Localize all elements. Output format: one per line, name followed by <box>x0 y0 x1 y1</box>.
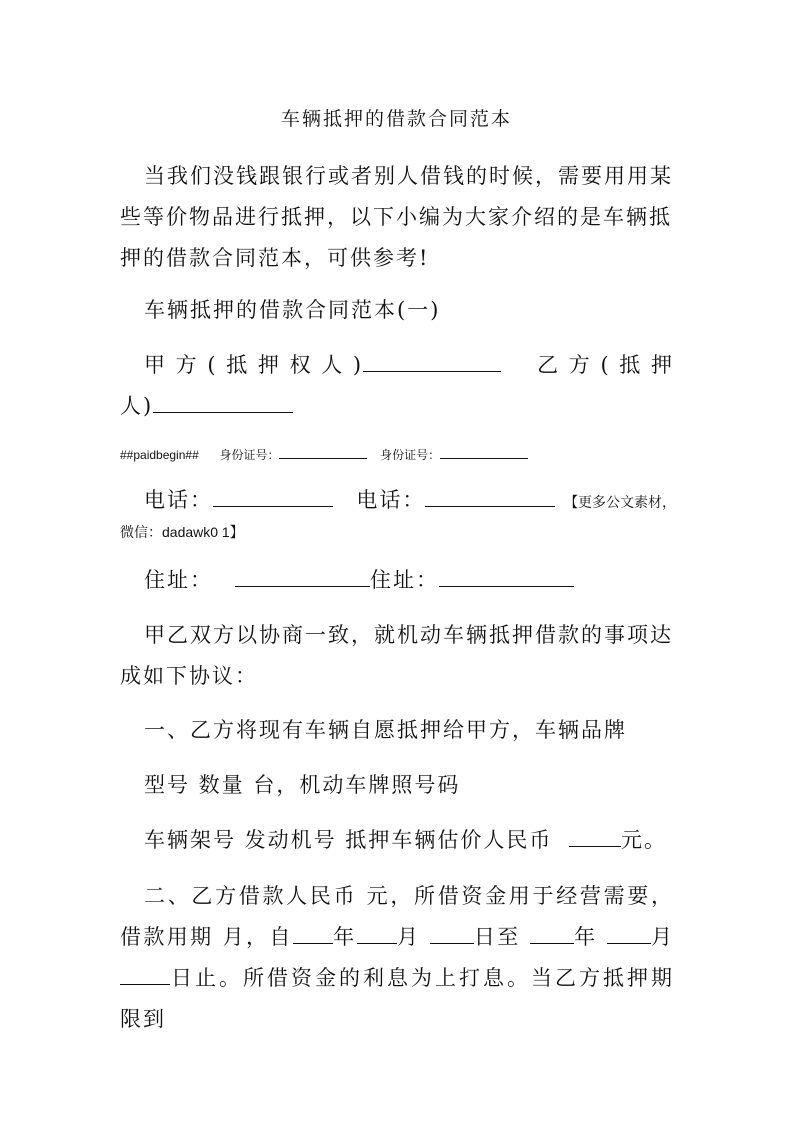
clause-1-line-3 <box>120 820 674 861</box>
clause-1-line-1: 一、乙方将现有车辆自愿抵押给甲方，车辆品牌 <box>144 718 627 742</box>
contract-subtitle: 车辆抵押的借款合同范本(一) <box>144 298 441 322</box>
party-line-row <box>120 345 674 386</box>
phone-blank-b <box>425 488 555 507</box>
address-label-b: 住址： <box>370 568 439 592</box>
phone-blank-a <box>213 488 333 507</box>
clause-2-continued: 日止。所借资金的利息为上打息。当乙方抵押期限到 <box>120 966 674 1031</box>
phone-line <box>120 480 677 523</box>
start-month-label: 月 <box>396 925 421 949</box>
day-to-label: 日至 <box>473 925 521 949</box>
party-b-label: 乙 方 ( 抵 押 <box>537 353 674 377</box>
party-a-label: 甲 方 ( 抵 押 权 人 ) <box>144 353 364 377</box>
phone-label-a: 电话： <box>144 488 213 512</box>
party-line <box>120 345 674 427</box>
agreement-intro: 甲乙双方以协商一致，就机动车辆抵押借款的事项达成如下协议： <box>120 623 673 688</box>
party-b-blank <box>153 394 293 413</box>
start-day-blank <box>430 925 474 944</box>
intro-paragraph: 当我们没钱跟银行或者别人借钱的时候，需要用用某些等价物品进行抵押，以下小编为大家介绍的是车辆抵押的借款合同范本，可供参考! <box>120 164 673 270</box>
start-year-label: 年 <box>332 925 357 949</box>
id-label-a: 身份证号： <box>219 448 280 462</box>
address-line <box>120 560 674 601</box>
end-year-blank <box>530 925 574 944</box>
promo-text-1: 【更多公文素材， <box>564 494 677 510</box>
id-line <box>120 446 674 463</box>
id-blank-b <box>440 448 528 459</box>
clause-2 <box>120 876 674 1040</box>
party-a-group <box>144 345 501 386</box>
clause-1-line-2: 型号 数量 台，机动车牌照号码 <box>144 773 461 797</box>
address-blank-a <box>235 568 370 587</box>
phone-label-b: 电话： <box>356 488 426 512</box>
party-a-blank <box>363 353 501 372</box>
paid-marker: ##paidbegin## <box>120 448 199 462</box>
id-blank-a <box>279 448 367 459</box>
end-day-blank <box>120 966 170 985</box>
valuation-blank <box>569 828 621 847</box>
id-label-b: 身份证号： <box>380 448 441 462</box>
valuation-unit: 元。 <box>621 828 668 852</box>
clause-2-text: 二、乙方借款人民币 元，所借资金用于经营需要，借款用期 月，自 <box>120 884 674 949</box>
end-year-label: 年 <box>573 925 598 949</box>
end-month-label: 月 <box>650 925 675 949</box>
document-title: 车辆抵押的借款合同范本 <box>280 108 512 130</box>
start-month-blank <box>357 925 397 944</box>
party-b-continued <box>120 386 674 427</box>
end-month-blank <box>607 925 651 944</box>
start-year-blank <box>293 925 333 944</box>
promo-text-2: 微信：dadawk0 1】 <box>120 524 244 540</box>
address-label-a: 住址： <box>144 568 213 592</box>
address-blank-b <box>439 568 574 587</box>
clause-1-valuation: 车辆架号 发动机号 抵押车辆估价人民币 <box>144 828 553 852</box>
party-b-label-cont: 人) <box>120 394 154 418</box>
